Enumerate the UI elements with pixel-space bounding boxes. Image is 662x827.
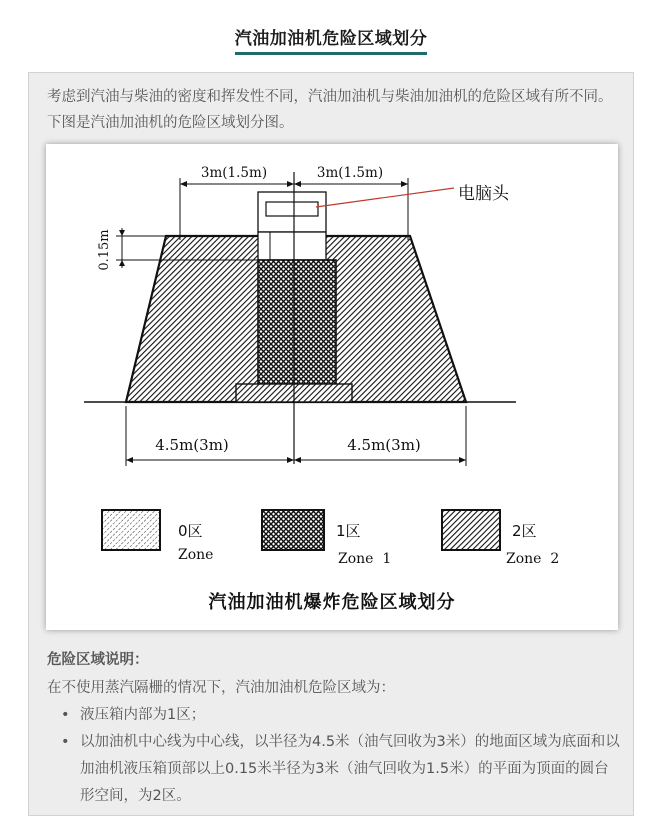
page-title: 汽油加油机危险区域划分 (235, 24, 428, 55)
top-dim-right-label: 3m(1.5m) (316, 165, 384, 181)
figure-caption: 汽油加油机爆炸危险区域划分 (208, 592, 456, 613)
bottom-dim-left-label: 4.5m(3m) (155, 436, 229, 454)
notes-subtitle: 在不使用蒸汽隔栅的情况下，汽油加油机危险区域为： (47, 680, 395, 696)
title-container (0, 24, 662, 55)
bullet-icon: • (61, 707, 70, 723)
bottom-dim-right-label: 4.5m(3m) (347, 436, 421, 454)
legend-zone-0-label: Zone (178, 547, 214, 563)
notes-list (47, 702, 622, 810)
legend-zone-1-name: 1区 (336, 522, 361, 540)
height-dim-label: 0.15m (97, 229, 112, 271)
zone-diagram-figure (46, 144, 618, 630)
list-item-text: 以加油机中心线为中心线，以半径为4.5米（油气回收为3米）的地面区域为底面和以加油机液压箱顶部以上0.15米半径为3米（油气回收为1.5米）的平面为顶面的圆台形空间，为2区。 (80, 734, 620, 804)
legend-zone-1-label: Zone 1 (338, 551, 392, 567)
notes-heading: 危险区域说明： (47, 652, 149, 668)
list-item (47, 729, 622, 810)
legend-zone-0-swatch (102, 510, 160, 550)
top-dim-left-label: 3m(1.5m) (200, 165, 268, 181)
computer-head-screen (266, 202, 318, 216)
zone-diagram (46, 144, 618, 630)
dispenser-column (258, 232, 326, 260)
zone-1-area (258, 260, 336, 384)
list-item-text: 液压箱内部为1区； (80, 707, 206, 723)
legend-zone-2-name: 2区 (512, 522, 537, 540)
legend-zone-2-label: Zone 2 (506, 551, 560, 567)
bullet-icon: • (61, 734, 70, 750)
legend-zone-0-name: 0区 (178, 522, 203, 540)
legend-zone-2-swatch (442, 510, 500, 550)
intro-paragraph: 考虑到汽油与柴油的密度和挥发性不同，汽油加油机与柴油加油机的危险区域有所不同。下图是汽油加油机的危险区域划分图。 (47, 89, 613, 131)
callout-leader (316, 188, 454, 207)
list-item (47, 702, 622, 729)
callout-label: 电脑头 (458, 184, 509, 204)
legend-zone-1-swatch (262, 510, 324, 550)
